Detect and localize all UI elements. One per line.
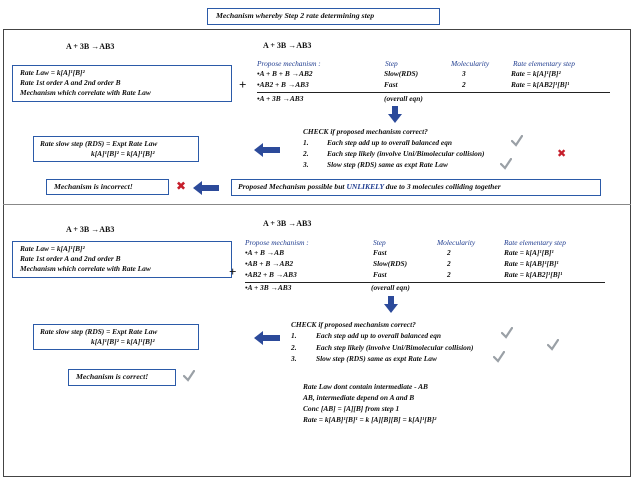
bottom-rate-law-line1: Rate Law = k[A]¹[B]² bbox=[20, 244, 85, 253]
top-header-mechanism: Propose mechanism : bbox=[257, 59, 321, 68]
section-divider bbox=[3, 204, 631, 205]
top-check-title: CHECK if proposed mechanism correct? bbox=[303, 127, 428, 136]
top-rate-law-line1: Rate Law = k[A]¹[B]² bbox=[20, 68, 85, 77]
bottom-check1-text: Each step add up to overall balanced eqn bbox=[316, 331, 442, 340]
top-reaction-left: A + 3B →AB3 bbox=[66, 42, 115, 51]
bottom-check-title: CHECK if proposed mechanism correct? bbox=[291, 320, 416, 329]
bottom-reaction-right: A + 3B →AB3 bbox=[263, 219, 312, 228]
bottom-row3-rate: Rate = k[AB2]¹[B]¹ bbox=[504, 270, 563, 279]
bottom-row3-step: Fast bbox=[373, 270, 387, 279]
top-check1-checkmark-icon bbox=[511, 135, 523, 147]
bottom-row1-eq: •A + B →AB bbox=[245, 248, 285, 257]
top-row2-rate: Rate = k[AB2]¹[B]¹ bbox=[511, 80, 570, 89]
bottom-row2-eq: •AB + B →AB2 bbox=[245, 259, 294, 268]
top-slow-step-line1: Rate slow step (RDS) = Expt Rate Law bbox=[40, 139, 158, 148]
bottom-check2-text: Each step likely (involve Uni/Bimolecular collision) bbox=[316, 343, 474, 352]
top-reason-prefix: Proposed Mechanism possible but bbox=[238, 182, 347, 191]
bottom-row2-rate: Rate = k[AB]¹[B]¹ bbox=[504, 259, 559, 268]
top-row1-rate: Rate = k[A]¹[B]² bbox=[511, 69, 561, 78]
bottom-check1-num: 1. bbox=[291, 331, 297, 340]
bottom-note3: Conc [AB] = [A][B] from step 1 bbox=[303, 404, 400, 413]
bottom-note4: Rate = k[AB]¹[B]¹ = k [A][B][B] = k[A]¹[B]² bbox=[303, 415, 437, 424]
bottom-row4-eq: •A + 3B →AB3 bbox=[245, 283, 292, 292]
top-slow-step-line2: k[A]¹[B]² = k[A]¹[B]² bbox=[91, 149, 155, 158]
bottom-row1-mol: 2 bbox=[447, 248, 451, 257]
top-row1-mol: 3 bbox=[462, 69, 466, 78]
bottom-row4-step: (overall eqn) bbox=[371, 283, 410, 292]
top-left-arrow bbox=[254, 143, 280, 157]
bottom-left-arrow bbox=[254, 331, 280, 345]
bottom-check3-text: Slow step (RDS) same as expt Rate Law bbox=[316, 354, 437, 363]
bottom-header-molecularity: Molecularity bbox=[437, 238, 476, 247]
top-verdict-text: Mechanism is incorrect! bbox=[54, 182, 133, 191]
top-reason-arrow bbox=[193, 181, 219, 195]
top-row3-step: (overall eqn) bbox=[384, 94, 423, 103]
top-header-step: Step bbox=[385, 59, 398, 68]
bottom-row2-mol: 2 bbox=[447, 259, 451, 268]
bottom-row3-mol: 2 bbox=[447, 270, 451, 279]
bottom-header-step: Step bbox=[373, 238, 386, 247]
top-row1-step: Slow(RDS) bbox=[384, 69, 419, 78]
bottom-check1-checkmark-icon bbox=[501, 327, 513, 339]
bottom-plus-sign: + bbox=[229, 264, 237, 279]
top-reason-suffix: due to 3 molecules colliding together bbox=[383, 182, 501, 191]
top-header-molecularity: Molecularity bbox=[451, 59, 490, 68]
top-check1-num: 1. bbox=[303, 138, 309, 147]
top-sum-line bbox=[257, 92, 610, 93]
top-row2-eq: •AB2 + B →AB3 bbox=[257, 80, 309, 89]
top-check2-cross-icon: ✖ bbox=[557, 147, 567, 160]
bottom-correlate-line: Mechanism which correlate with Rate Law bbox=[20, 264, 151, 273]
top-reason-emph: UNLIKELY bbox=[346, 182, 384, 191]
top-row3-eq: •A + 3B →AB3 bbox=[257, 94, 304, 103]
top-check3-checkmark-icon bbox=[500, 158, 512, 170]
bottom-slow-step-line2: k[A]¹[B]² = k[A]¹[B]² bbox=[91, 337, 155, 346]
bottom-down-arrow bbox=[384, 296, 398, 314]
bottom-check3-num: 3. bbox=[291, 354, 297, 363]
bottom-slow-step-line1: Rate slow step (RDS) = Expt Rate Law bbox=[40, 327, 158, 336]
bottom-reaction-left: A + 3B →AB3 bbox=[66, 225, 115, 234]
bottom-sum-line bbox=[245, 282, 605, 283]
bottom-header-rate: Rate elementary step bbox=[504, 238, 566, 247]
page-title: Mechanism whereby Step 2 rate determining step bbox=[216, 11, 375, 20]
bottom-check3-checkmark-icon bbox=[493, 351, 505, 363]
top-check3-num: 3. bbox=[303, 160, 309, 169]
bottom-check2-num: 2. bbox=[291, 343, 297, 352]
top-header-rate: Rate elementary step bbox=[513, 59, 575, 68]
bottom-note2: AB, intermediate depend on A and B bbox=[303, 393, 415, 402]
bottom-verdict-text: Mechanism is correct! bbox=[76, 372, 149, 381]
top-row1-eq: •A + B + B →AB2 bbox=[257, 69, 313, 78]
top-check2-num: 2. bbox=[303, 149, 309, 158]
bottom-row1-rate: Rate = k[A]¹[B]¹ bbox=[504, 248, 554, 257]
bottom-note1: Rate Law dont contain intermediate - AB bbox=[303, 382, 428, 391]
top-rate-order-line: Rate 1st order A and 2nd order B bbox=[20, 78, 121, 87]
bottom-row2-step: Slow(RDS) bbox=[373, 259, 408, 268]
top-row2-mol: 2 bbox=[462, 80, 466, 89]
top-correlate-line: Mechanism which correlate with Rate Law bbox=[20, 88, 151, 97]
top-check3-text: Slow step (RDS) same as expt Rate Law bbox=[327, 160, 448, 169]
bottom-rate-order-line: Rate 1st order A and 2nd order B bbox=[20, 254, 121, 263]
bottom-check2-checkmark-icon bbox=[547, 339, 559, 351]
top-check1-text: Each step add up to overall balanced eqn bbox=[327, 138, 453, 147]
top-reaction-right: A + 3B →AB3 bbox=[263, 41, 312, 50]
top-check2-text: Each step likely (involve Uni/Bimolecular collision) bbox=[327, 149, 485, 158]
bottom-row3-eq: •AB2 + B →AB3 bbox=[245, 270, 297, 279]
bottom-header-mechanism: Propose mechanism : bbox=[245, 238, 309, 247]
top-reason-text bbox=[238, 182, 501, 193]
top-plus-sign: + bbox=[239, 77, 247, 92]
top-down-arrow bbox=[388, 106, 402, 124]
top-verdict-cross-icon: ✖ bbox=[176, 179, 187, 193]
bottom-verdict-checkmark-icon bbox=[183, 370, 195, 382]
bottom-row1-step: Fast bbox=[373, 248, 387, 257]
top-row2-step: Fast bbox=[384, 80, 398, 89]
